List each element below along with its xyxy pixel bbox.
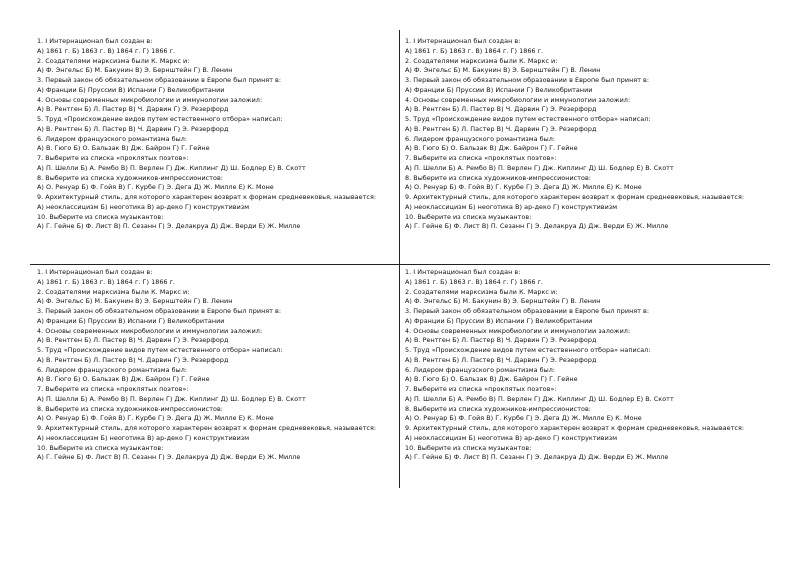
- answer-options-line: А) В. Рентген Б) Л. Пастер В) Ч. Дарвин Г) Э. Резерфорд: [405, 124, 597, 133]
- question-line: 8. Выберите из списка художников-импрессионистов:: [37, 173, 223, 182]
- answer-options-line: А) Ф. Энгельс Б) М. Бакунин В) Э. Бернштейн Г) В. Ленин: [37, 66, 233, 75]
- answer-options-line: А) О. Ренуар Б) Ф. Гойя В) Г. Курбе Г) Э. Дега Д) Ж. Милле Е) К. Моне: [405, 414, 642, 423]
- answer-options-line: А) П. Шелли Б) А. Рембо В) П. Верлен Г) Дж. Киплинг Д) Ш. Бодлер Е) В. Скотт: [405, 394, 674, 403]
- answer-options-line: А) В. Рентген Б) Л. Пастер В) Ч. Дарвин Г) Э. Резерфорд: [405, 105, 597, 114]
- answer-options-line: А) В. Гюго Б) О. Бальзак В) Дж. Байрон Г) Г. Гейне: [37, 144, 210, 153]
- answer-options-line: А) О. Ренуар Б) Ф. Гойя В) Г. Курбе Г) Э. Дега Д) Ж. Милле Е) К. Моне: [37, 183, 274, 192]
- quiz-card-bottom-right: [405, 268, 744, 463]
- answer-options-line: А) неоклассицизм Б) неоготика В) ар-деко Г) конструктивизм: [405, 433, 618, 442]
- question-line: 10. Выберите из списка музыкантов:: [37, 443, 164, 452]
- quiz-card-top-left: [37, 37, 376, 232]
- answer-options-line: А) П. Шелли Б) А. Рембо В) П. Верлен Г) Дж. Киплинг Д) Ш. Бодлер Е) В. Скотт: [405, 163, 674, 172]
- question-line: 4. Основы современных микробиологии и иммунологии заложил:: [405, 95, 631, 104]
- answer-options-line: А) Г. Гейне Б) Ф. Лист В) П. Сезанн Г) Э. Делакруа Д) Дж. Верди Е) Ж. Милле: [405, 453, 669, 462]
- answer-options-line: А) В. Рентген Б) Л. Пастер В) Ч. Дарвин Г) Э. Резерфорд: [37, 105, 229, 114]
- question-line: 4. Основы современных микробиологии и иммунологии заложил:: [37, 95, 263, 104]
- question-line: 6. Лидером французского романтизма был:: [405, 134, 556, 143]
- answer-options-line: А) Франции Б) Пруссии В) Испании Г) Великобритании: [405, 85, 593, 94]
- answer-options-line: А) П. Шелли Б) А. Рембо В) П. Верлен Г) Дж. Киплинг Д) Ш. Бодлер Е) В. Скотт: [37, 394, 306, 403]
- question-line: 2. Создателями марксизма были К. Маркс и:: [405, 287, 558, 296]
- question-line: 3. Первый закон об обязательном образовании в Европе был принят в:: [405, 307, 650, 315]
- question-line: 2. Создателями марксизма были К. Маркс и:: [405, 56, 558, 65]
- question-line: 1. I Интернационал был создан в:: [37, 37, 153, 45]
- question-line: 1. I Интернационал был создан в:: [405, 37, 521, 45]
- answer-options-line: А) 1861 г. Б) 1863 г. В) 1864 г. Г) 1866 г.: [37, 46, 176, 55]
- question-line: 9. Архитектурный стиль, для которого характерен возврат к формам средневековья, называется:: [37, 193, 377, 201]
- answer-options-line: А) В. Гюго Б) О. Бальзак В) Дж. Байрон Г) Г. Гейне: [37, 375, 210, 384]
- answer-options-line: А) В. Гюго Б) О. Бальзак В) Дж. Байрон Г) Г. Гейне: [405, 375, 578, 384]
- answer-options-line: А) В. Рентген Б) Л. Пастер В) Ч. Дарвин Г) Э. Резерфорд: [405, 336, 597, 345]
- question-line: 3. Первый закон об обязательном образовании в Европе был принят в:: [37, 76, 282, 84]
- question-line: 7. Выберите из списка «проклятых поэтов»:: [405, 385, 557, 393]
- answer-options-line: А) Г. Гейне Б) Ф. Лист В) П. Сезанн Г) Э. Делакруа Д) Дж. Верди Е) Ж. Милле: [405, 222, 669, 231]
- quiz-card-top-right: [405, 37, 744, 232]
- question-line: 6. Лидером французского романтизма был:: [405, 365, 556, 374]
- answer-options-line: А) О. Ренуар Б) Ф. Гойя В) Г. Курбе Г) Э. Дега Д) Ж. Милле Е) К. Моне: [37, 414, 274, 423]
- answer-options-line: А) Франции Б) Пруссии В) Испании Г) Великобритании: [37, 85, 225, 94]
- answer-options-line: А) Ф. Энгельс Б) М. Бакунин В) Э. Бернштейн Г) В. Ленин: [405, 66, 601, 75]
- question-line: 4. Основы современных микробиологии и иммунологии заложил:: [37, 326, 263, 335]
- question-line: 9. Архитектурный стиль, для которого характерен возврат к формам средневековья, называется:: [405, 193, 745, 201]
- answer-options-line: А) О. Ренуар Б) Ф. Гойя В) Г. Курбе Г) Э. Дега Д) Ж. Милле Е) К. Моне: [405, 183, 642, 192]
- question-line: 3. Первый закон об обязательном образовании в Европе был принят в:: [405, 76, 650, 84]
- quiz-card-bottom-left: [37, 268, 376, 463]
- question-line: 10. Выберите из списка музыкантов:: [405, 443, 532, 452]
- question-line: 6. Лидером французского романтизма был:: [37, 365, 188, 374]
- question-line: 5. Труд «Происхождение видов путем естественного отбора» написал:: [405, 115, 651, 123]
- question-line: 7. Выберите из списка «проклятых поэтов»:: [37, 154, 189, 162]
- answer-options-line: А) Г. Гейне Б) Ф. Лист В) П. Сезанн Г) Э. Делакруа Д) Дж. Верди Е) Ж. Милле: [37, 222, 301, 231]
- answer-options-line: А) 1861 г. Б) 1863 г. В) 1864 г. Г) 1866 г.: [405, 277, 544, 286]
- question-line: 7. Выберите из списка «проклятых поэтов»:: [37, 385, 189, 393]
- question-line: 1. I Интернационал был создан в:: [37, 268, 153, 276]
- answer-options-line: А) неоклассицизм Б) неоготика В) ар-деко Г) конструктивизм: [37, 433, 250, 442]
- answer-options-line: А) неоклассицизм Б) неоготика В) ар-деко Г) конструктивизм: [405, 202, 618, 211]
- question-line: 4. Основы современных микробиологии и иммунологии заложил:: [405, 326, 631, 335]
- answer-options-line: А) В. Гюго Б) О. Бальзак В) Дж. Байрон Г) Г. Гейне: [405, 144, 578, 153]
- horizontal-cut-line: [30, 264, 770, 265]
- answer-options-line: А) Г. Гейне Б) Ф. Лист В) П. Сезанн Г) Э. Делакруа Д) Дж. Верди Е) Ж. Милле: [37, 453, 301, 462]
- answer-options-line: А) Франции Б) Пруссии В) Испании Г) Великобритании: [405, 316, 593, 325]
- vertical-cut-line: [399, 30, 400, 488]
- answer-options-line: А) неоклассицизм Б) неоготика В) ар-деко Г) конструктивизм: [37, 202, 250, 211]
- question-line: 6. Лидером французского романтизма был:: [37, 134, 188, 143]
- question-line: 9. Архитектурный стиль, для которого характерен возврат к формам средневековья, называется:: [37, 424, 377, 432]
- question-line: 8. Выберите из списка художников-импрессионистов:: [405, 173, 591, 182]
- question-line: 2. Создателями марксизма были К. Маркс и:: [37, 56, 190, 65]
- question-line: 5. Труд «Происхождение видов путем естественного отбора» написал:: [37, 346, 283, 354]
- answer-options-line: А) П. Шелли Б) А. Рембо В) П. Верлен Г) Дж. Киплинг Д) Ш. Бодлер Е) В. Скотт: [37, 163, 306, 172]
- answer-options-line: А) В. Рентген Б) Л. Пастер В) Ч. Дарвин Г) Э. Резерфорд: [405, 355, 597, 364]
- question-line: 8. Выберите из списка художников-импрессионистов:: [37, 404, 223, 413]
- question-line: 10. Выберите из списка музыкантов:: [37, 212, 164, 221]
- answer-options-line: А) В. Рентген Б) Л. Пастер В) Ч. Дарвин Г) Э. Резерфорд: [37, 355, 229, 364]
- question-line: 2. Создателями марксизма были К. Маркс и:: [37, 287, 190, 296]
- question-line: 9. Архитектурный стиль, для которого характерен возврат к формам средневековья, называется:: [405, 424, 745, 432]
- question-line: 1. I Интернационал был создан в:: [405, 268, 521, 276]
- answer-options-line: А) В. Рентген Б) Л. Пастер В) Ч. Дарвин Г) Э. Резерфорд: [37, 124, 229, 133]
- answer-options-line: А) 1861 г. Б) 1863 г. В) 1864 г. Г) 1866 г.: [37, 277, 176, 286]
- question-line: 5. Труд «Происхождение видов путем естественного отбора» написал:: [405, 346, 651, 354]
- question-line: 8. Выберите из списка художников-импрессионистов:: [405, 404, 591, 413]
- question-line: 5. Труд «Происхождение видов путем естественного отбора» написал:: [37, 115, 283, 123]
- answer-options-line: А) В. Рентген Б) Л. Пастер В) Ч. Дарвин Г) Э. Резерфорд: [37, 336, 229, 345]
- question-line: 10. Выберите из списка музыкантов:: [405, 212, 532, 221]
- answer-options-line: А) Ф. Энгельс Б) М. Бакунин В) Э. Бернштейн Г) В. Ленин: [37, 297, 233, 306]
- answer-options-line: А) Франции Б) Пруссии В) Испании Г) Великобритании: [37, 316, 225, 325]
- answer-options-line: А) Ф. Энгельс Б) М. Бакунин В) Э. Бернштейн Г) В. Ленин: [405, 297, 601, 306]
- question-line: 3. Первый закон об обязательном образовании в Европе был принят в:: [37, 307, 282, 315]
- answer-options-line: А) 1861 г. Б) 1863 г. В) 1864 г. Г) 1866 г.: [405, 46, 544, 55]
- question-line: 7. Выберите из списка «проклятых поэтов»:: [405, 154, 557, 162]
